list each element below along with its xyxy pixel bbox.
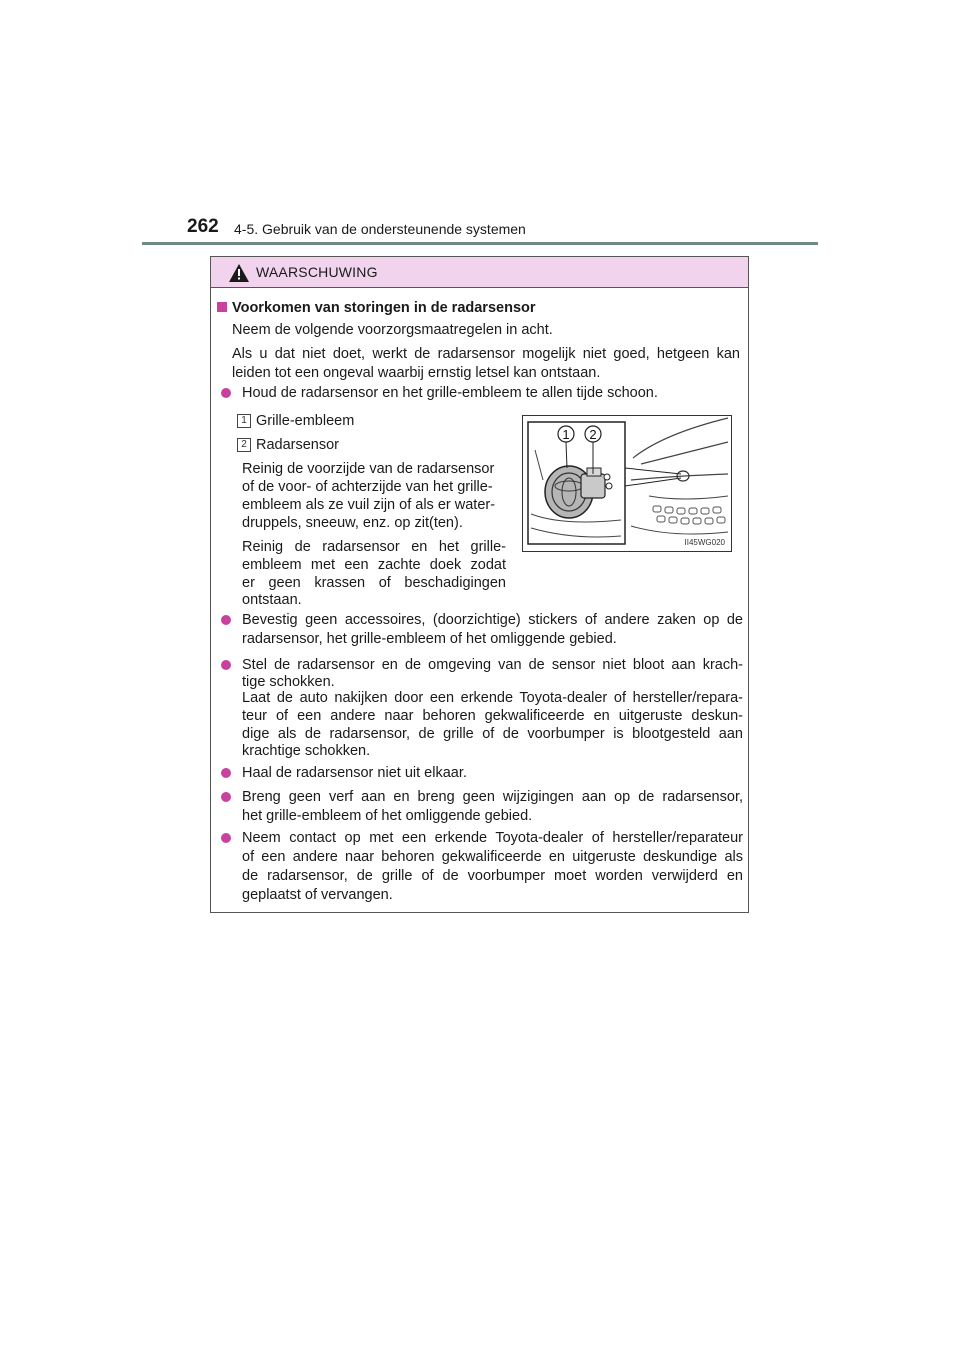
warning-header: [211, 257, 748, 288]
bullet-dot-icon: [221, 660, 231, 670]
header-rule: [142, 242, 818, 245]
clean-text-1-line-2: of de voor- of achterzijde van het grille-: [242, 479, 493, 495]
intro-warning-line-1: Als u dat niet doet, werkt de radarsensor mogelijk niet goed, hetgeen kan: [232, 346, 740, 362]
car-front-drawing: [523, 416, 731, 551]
bullet-3-line-6: krachtige schokken.: [242, 743, 371, 759]
clean-text-2-line-3: er geen krassen of beschadigingen: [242, 575, 506, 591]
warning-title: WAARSCHUWING: [256, 264, 378, 280]
callout-number-1: 1: [237, 414, 251, 428]
radar-sensor-illustration: [522, 415, 732, 552]
figure-label-2: 2: [589, 427, 597, 442]
callout-label-radarsensor: Radarsensor: [256, 437, 340, 453]
bullet-3-line-2: tige schokken.: [242, 674, 335, 690]
clean-text-1-line-4: druppels, sneeuw, enz. op zit(ten).: [242, 515, 463, 531]
bullet-2-line-2: radarsensor, het grille-embleem of het omliggende gebied.: [242, 631, 617, 647]
clean-text-2-line-2: embleem met een zachte doek zodat: [242, 557, 506, 573]
bullet-dot-icon: [221, 388, 231, 398]
bullet-clean-text: Houd de radarsensor en het grille-embleem te allen tijde schoon.: [242, 385, 658, 401]
callout-number-2: 2: [237, 438, 251, 452]
page-number: 262: [187, 216, 219, 237]
section-heading: [217, 299, 737, 318]
intro-warning-line-2: leiden tot een ongeval waarbij ernstig letsel kan ontstaan.: [232, 365, 601, 381]
figure-code: II45WG020: [684, 538, 725, 547]
warning-triangle-icon: [229, 264, 249, 282]
bullet-3-line-3: Laat de auto nakijken door een erkende Toyota-dealer of hersteller/repara-: [242, 690, 743, 706]
bullet-dot-icon: [221, 833, 231, 843]
bullet-5-line-1: Breng geen verf aan en breng geen wijzigingen aan op de radarsensor,: [242, 789, 743, 805]
bullet-3-line-5: dige als de radarsensor, de grille of de voorbumper is blootgesteld aan: [242, 726, 743, 742]
clean-text-2-line-1: Reinig de radarsensor en het grille-: [242, 539, 506, 555]
warning-box: [210, 256, 749, 913]
intro-text: Neem de volgende voorzorgsmaatregelen in acht.: [232, 322, 553, 338]
figure-label-1: 1: [562, 427, 570, 442]
section-heading-text: Voorkomen van storingen in de radarsensor: [232, 300, 536, 316]
bullet-6-line-2: of een andere naar behoren gekwalificeerde en uitgeruste deskundige als: [242, 849, 743, 865]
callout-label-grille-embleem: Grille-embleem: [256, 413, 355, 429]
bullet-2-line-1: Bevestig geen accessoires, (doorzichtige) stickers of andere zaken op de: [242, 612, 743, 628]
bullet-dot-icon: [221, 768, 231, 778]
bullet-dot-icon: [221, 615, 231, 625]
bullet-6-line-4: geplaatst of vervangen.: [242, 887, 393, 903]
bullet-6-line-1: Neem contact op met een erkende Toyota-dealer of hersteller/reparateur: [242, 830, 743, 846]
section-title: 4-5. Gebruik van de ondersteunende systemen: [234, 221, 526, 237]
clean-text-1-line-3: embleem als ze vuil zijn of als er water-: [242, 497, 496, 513]
square-bullet-icon: [217, 302, 227, 312]
bullet-3-line-1: Stel de radarsensor en de omgeving van de sensor niet bloot aan krach-: [242, 657, 743, 673]
bullet-dot-icon: [221, 792, 231, 802]
clean-text-2-line-4: ontstaan.: [242, 592, 302, 608]
bullet-5-line-2: het grille-embleem of het omliggende gebied.: [242, 808, 533, 824]
clean-text-1-line-1: Reinig de voorzijde van de radarsensor: [242, 461, 495, 477]
bullet-4-text: Haal de radarsensor niet uit elkaar.: [242, 765, 467, 781]
bullet-3-line-4: teur of een andere naar behoren gekwalificeerde en uitgeruste deskun-: [242, 708, 743, 724]
bullet-6-line-3: de radarsensor, de grille of de voorbumper moet worden verwijderd en: [242, 868, 743, 884]
